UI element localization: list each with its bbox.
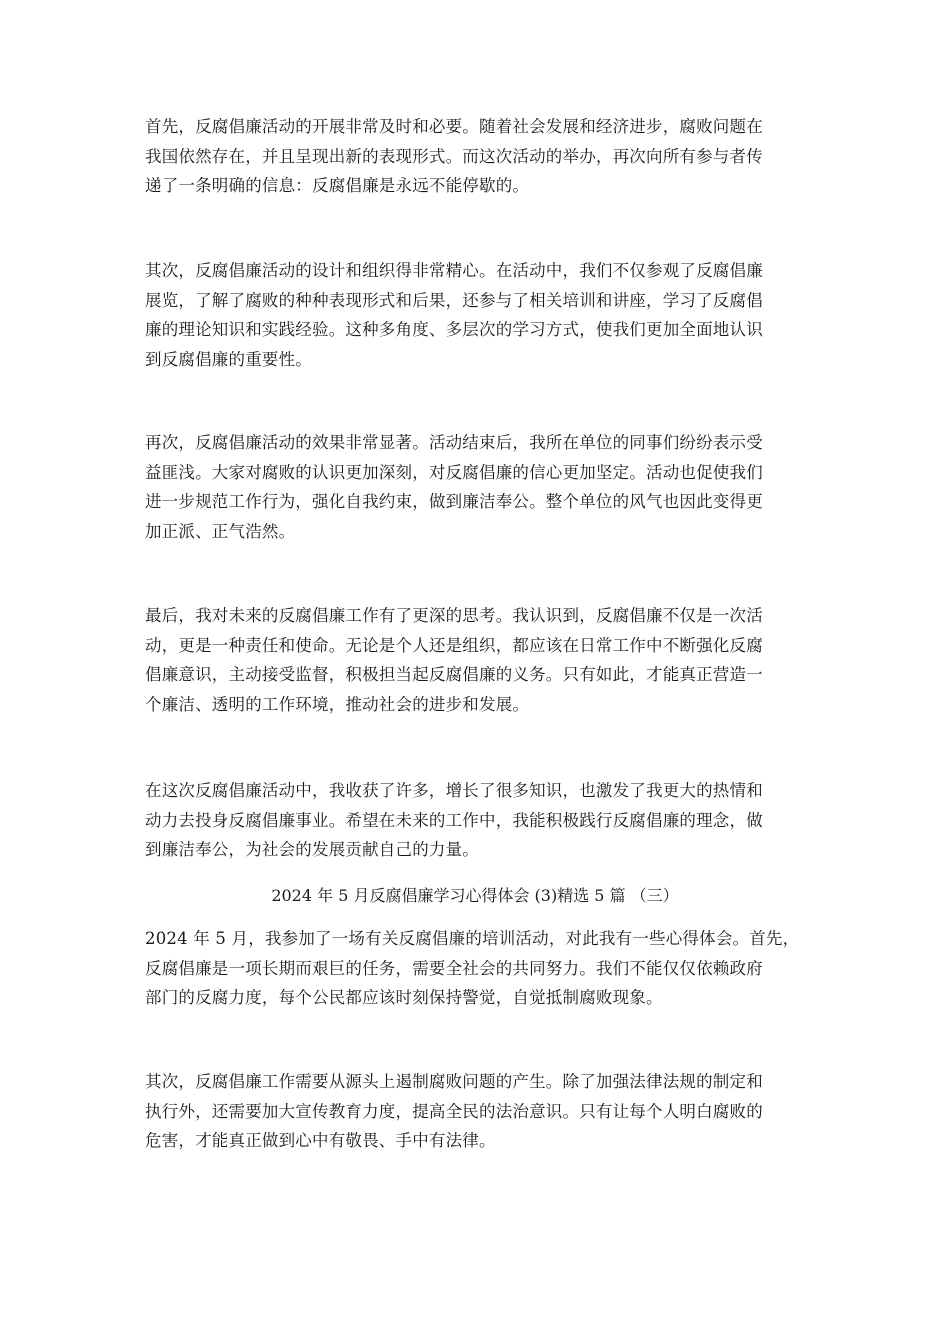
text-line: 动力去投身反腐倡廉事业。希望在未来的工作中，我能积极践行反腐倡廉的理念，做 bbox=[145, 810, 763, 830]
text-line: 危害，才能真正做到心中有敬畏、手中有法律。 bbox=[145, 1131, 496, 1150]
text-line: 动，更是一种责任和使命。无论是个人还是组织，都应该在日常工作中不断强化反腐 bbox=[145, 635, 763, 655]
text-line: 进一步规范工作行为，强化自我约束，做到廉洁奉公。整个单位的风气也因此变得更 bbox=[145, 492, 763, 511]
paragraph-4 bbox=[145, 601, 805, 719]
text-line: 再次，反腐倡廉活动的效果非常显著。活动结束后，我所在单位的同事们纷纷表示受 bbox=[145, 433, 763, 452]
text-line: 展览，了解了腐败的种种表现形式和后果，还参与了相关培训和讲座，学习了反腐倡 bbox=[145, 290, 763, 310]
text-line: 首先，反腐倡廉活动的开展非常及时和必要。随着社会发展和经济进步，腐败问题在 bbox=[145, 117, 763, 136]
text-line: 廉的理论知识和实践经验。这种多角度、多层次的学习方式，使我们更加全面地认识 bbox=[145, 320, 763, 339]
text-line: 到反腐倡廉的重要性。 bbox=[145, 349, 312, 369]
text-line: 反腐倡廉是一项长期而艰巨的任务，需要全社会的共同努力。我们不能仅仅依赖政府 bbox=[145, 958, 763, 978]
text-line: 到廉洁奉公，为社会的发展贡献自己的力量。 bbox=[145, 840, 479, 859]
text-line: 2024 年 5 月，我参加了一场有关反腐倡廉的培训活动，对此我有一些心得体会。首先， bbox=[145, 929, 800, 948]
text-line: 其次，反腐倡廉工作需要从源头上遏制腐败问题的产生。除了加强法律法规的制定和 bbox=[145, 1072, 763, 1091]
text-line: 在这次反腐倡廉活动中，我收获了许多，增长了很多知识，也激发了我更大的热情和 bbox=[145, 781, 763, 800]
text-line: 执行外，还需要加大宣传教育力度，提高全民的法治意识。只有让每个人明白腐败的 bbox=[145, 1101, 763, 1121]
paragraph-3 bbox=[145, 428, 805, 546]
paragraph-5 bbox=[145, 776, 805, 865]
section-paragraph-1 bbox=[145, 924, 805, 1013]
paragraph-2 bbox=[145, 256, 805, 374]
text-line: 部门的反腐力度，每个公民都应该时刻保持警觉，自觉抵制腐败现象。 bbox=[145, 988, 663, 1007]
section-heading: 2024 年 5 月反腐倡廉学习心得体会 (3)精选 5 篇 （三） bbox=[271, 886, 679, 905]
text-line: 倡廉意识，主动接受监督，积极担当起反腐倡廉的义务。只有如此，才能真正营造一 bbox=[145, 665, 763, 684]
text-line: 其次，反腐倡廉活动的设计和组织得非常精心。在活动中，我们不仅参观了反腐倡廉 bbox=[145, 261, 763, 280]
paragraph-1 bbox=[145, 112, 805, 201]
text-line: 益匪浅。大家对腐败的认识更加深刻，对反腐倡廉的信心更加坚定。活动也促使我们 bbox=[145, 462, 763, 482]
text-line: 递了一条明确的信息：反腐倡廉是永远不能停歇的。 bbox=[145, 176, 530, 195]
text-line: 我国依然存在，并且呈现出新的表现形式。而这次活动的举办，再次向所有参与者传 bbox=[145, 146, 763, 166]
section-paragraph-2 bbox=[145, 1067, 805, 1156]
text-line: 最后，我对未来的反腐倡廉工作有了更深的思考。我认识到，反腐倡廉不仅是一次活 bbox=[145, 606, 763, 625]
text-line: 个廉洁、透明的工作环境，推动社会的进步和发展。 bbox=[145, 694, 530, 714]
text-line: 加正派、正气浩然。 bbox=[145, 521, 296, 541]
